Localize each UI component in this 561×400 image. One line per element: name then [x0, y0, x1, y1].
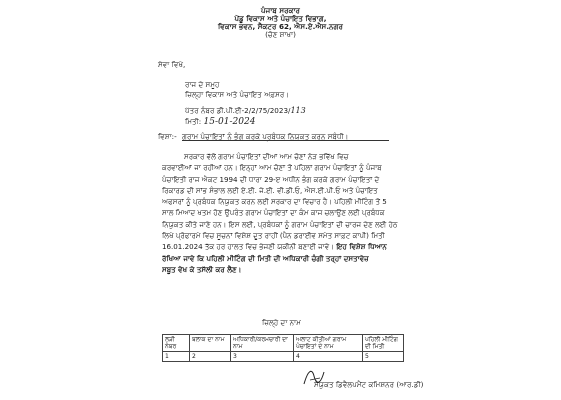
- body-line: ਕਰਵਾਈਆਂ ਜਾ ਰਹੀਆਂ ਹਨ। ਇਨ੍ਹਾਂ ਆਮ ਚੋਣਾਂ ਤੋਂ ਪਹਿਲਾਂ ਗਰਾਮ ਪੰਚਾਇਤਾਂ ਨੂੰ ਪੰਜਾਬ: [162, 163, 382, 173]
- table-row: [163, 352, 404, 362]
- body-line: ਲਿਖੇ ਪ੍ਰੋਫਾਰਮੇ ਵਿਚ ਸੂਚਨਾਂ ਵਿਸ਼ੇਸ਼ ਦੂਤ ਰਾਹੀਂ (ਪੈਨ ਡਰਾਈਵ ਸਮੇਤ ਸਾਫ਼ਟ ਕਾਪੀ) ਮਿਤੀ: [162, 231, 385, 241]
- table-header-cell: ਅਲਾਟ ਕੀਤੀਆਂ ਗਰਾਮ ਪੰਚਾਇਤਾਂ ਦੇ ਨਾਮ: [294, 335, 363, 352]
- body-line-with-bold: [162, 241, 400, 252]
- table-cell: 4: [294, 352, 363, 362]
- letter-number-handwritten: 113: [290, 106, 306, 115]
- body-bold-line: ਸਬੂਤ ਵੇਖ ਕੇ ਤਸੱਲੀ ਕਰ ਲੈਣ।: [162, 264, 242, 274]
- letter-number-label: ਪੱਤਰ ਨੰਬਰ ਡੀ.ਪੀ.ਈ-2/2/75/2023/: [185, 106, 291, 115]
- recipient-line1: ਰਾਜ ਦੇ ਸਮੂਹ: [185, 80, 220, 89]
- recipient-line2: ਜ਼ਿਲ੍ਹਾ ਵਿਕਾਸ ਅਤੇ ਪੰਚਾਇਤ ਅਫ਼ਸਰ।: [185, 90, 290, 99]
- body-line: ਰਿਕਾਰਡ ਦੀ ਸਾਂਭ ਸੰਭਾਲ ਲਈ ਏ.ਈ. ਜੇ.ਈ. ਵੀ.ਡੀ.ਓ, ਐਸ.ਈ.ਪੀ.ਓ ਅਤੇ ਪੰਚਾਇਤ: [162, 185, 378, 195]
- subject-label: ਵਿਸ਼ਾ:-: [158, 132, 177, 141]
- header-government: ਪੰਜਾਬ ਸਰਕਾਰ: [260, 6, 301, 15]
- signatory-title: ਸੰਯੁਕਤ ਡਿਵੈਲਪਮੈਂਟ ਕਮਿਸ਼ਨਰ (ਆਰ.ਡੀ): [314, 380, 424, 389]
- table-header-cell: ਅਧਿਕਾਰੀ/ਕਰਮਚਾਰੀ ਦਾ ਨਾਮ: [231, 335, 294, 352]
- table-header-cell: ਪਹਿਲੀ ਮੀਟਿੰਗ ਦੀ ਮਿਤੀ: [363, 335, 404, 352]
- header-department: ਪੇਂਡੂ ਵਿਕਾਸ ਅਤੇ ਪੰਚਾਇਤ ਵਿਭਾਗ,: [234, 14, 327, 23]
- table-cell: 5: [363, 352, 404, 362]
- body-line: ਸਾਲ ਮਿਆਦ ਖਤਮ ਹੋਣ ਉਪਰੰਤ ਗਰਾਮ ਪੰਚਾਇਤਾਂ ਦਾ ਕੰਮ ਕਾਜ ਚਲਾਉਣ ਲਈ ਪ੍ਰਬੰਧਕ: [162, 208, 385, 218]
- subject-text: ਗਰਾਮ ਪੰਚਾਇਤਾਂ ਨੂੰ ਭੰਗ ਕਰਕੇ ਪ੍ਰਬੰਧਕ ਨਿਯੁਕਤ ਕਰਨ ਸਬੰਧੀ।: [182, 132, 349, 141]
- body-line: ਨਿਯੁਕਤ ਕੀਤੇ ਜਾਣੇ ਹਨ। ਇਸ ਲਈ, ਪ੍ਰਬੰਧਕਾਂ ਨੂੰ ਗਰਾਮ ਪੰਚਾਇਤਾਂ ਦੀ ਚਾਰਜ ਦੇਣ ਲਈ ਹੇਠ: [162, 219, 398, 229]
- header-address: ਵਿਕਾਸ ਭਵਨ, ਸੈਕਟਰ 62, ਐਸ.ਏ.ਐਸ.ਨਗਰ: [218, 22, 343, 31]
- body-line: 16.01.2024 ਤੱਕ ਹਰ ਹਾਲਤ ਵਿਚ ਭੇਜਣੀ ਯਕੀਨੀ ਬਣਾਈ ਜਾਵੇ।: [162, 242, 335, 252]
- header-branch: (ਚੋਣ ਸ਼ਾਖਾ): [265, 30, 296, 39]
- table-header-cell: ਬਲਾਕ ਦਾ ਨਾਮ: [190, 335, 231, 352]
- body-line: ਪੰਚਾਇਤੀ ਰਾਜ ਐਕਟ 1994 ਦੀ ਧਾਰਾ 29-ੲ ਅਧੀਨ ਭੰਗ ਕਰਕੇ ਗਰਾਮ ਪੰਚਾਇਤਾਂ ਦੇ: [162, 174, 380, 184]
- letter-number: [185, 106, 306, 115]
- body-bold-line: ਰੱਖਿਆ ਜਾਵੇ ਕਿ ਪਹਿਲੀ ਮੀਟਿੰਗ ਦੀ ਮਿਤੀ ਦੀ ਅਧਿਕਾਰੀ ਚੰਗੀ ਤਰ੍ਹਾਂ ਦਸਤਾਵੇਜ਼: [162, 253, 369, 263]
- body-line: ਅਫਸਰਾਂ ਨੂੰ ਪ੍ਰਬੰਧਕ ਨਿਯੁਕਤ ਕਰਨ ਲਈ ਸਰਕਾਰ ਦਾ ਵਿਚਾਰ ਹੈ। ਪਹਿਲੀ ਮੀਟਿੰਗ ਤੋਂ 5: [162, 197, 387, 207]
- letter-date: [185, 117, 255, 127]
- body-bold-inline: ਇਹ ਵਿਸ਼ੇਸ਼ ਧਿਆਨ: [336, 242, 387, 252]
- subject-underline: [182, 140, 389, 141]
- letter-date-label: ਮਿਤੀ:: [185, 117, 202, 126]
- table-cell: 2: [190, 352, 231, 362]
- table-caption: ਜ਼ਿਲ੍ਹੇ ਦਾ ਨਾਮ: [262, 318, 301, 327]
- letter-date-handwritten: 15-01-2024: [203, 117, 256, 127]
- table-header-cell: ਲੜੀ ਨੰਬਰ: [163, 335, 190, 352]
- table-cell: 1: [163, 352, 190, 362]
- body-line: ਸਰਕਾਰ ਵੱਲੋਂ ਗਰਾਮ ਪੰਚਾਇਤਾਂ ਦੀਆਂ ਆਮ ਚੋਣਾਂ ਨੇੜ ਭਵਿੱਖ ਵਿਚ: [184, 152, 349, 161]
- salutation: ਸੇਵਾ ਵਿਖੇ,: [158, 60, 186, 69]
- table-header-row: [163, 335, 404, 352]
- table-cell: 3: [231, 352, 294, 362]
- district-table: [162, 334, 404, 362]
- body-paragraph: [162, 151, 400, 275]
